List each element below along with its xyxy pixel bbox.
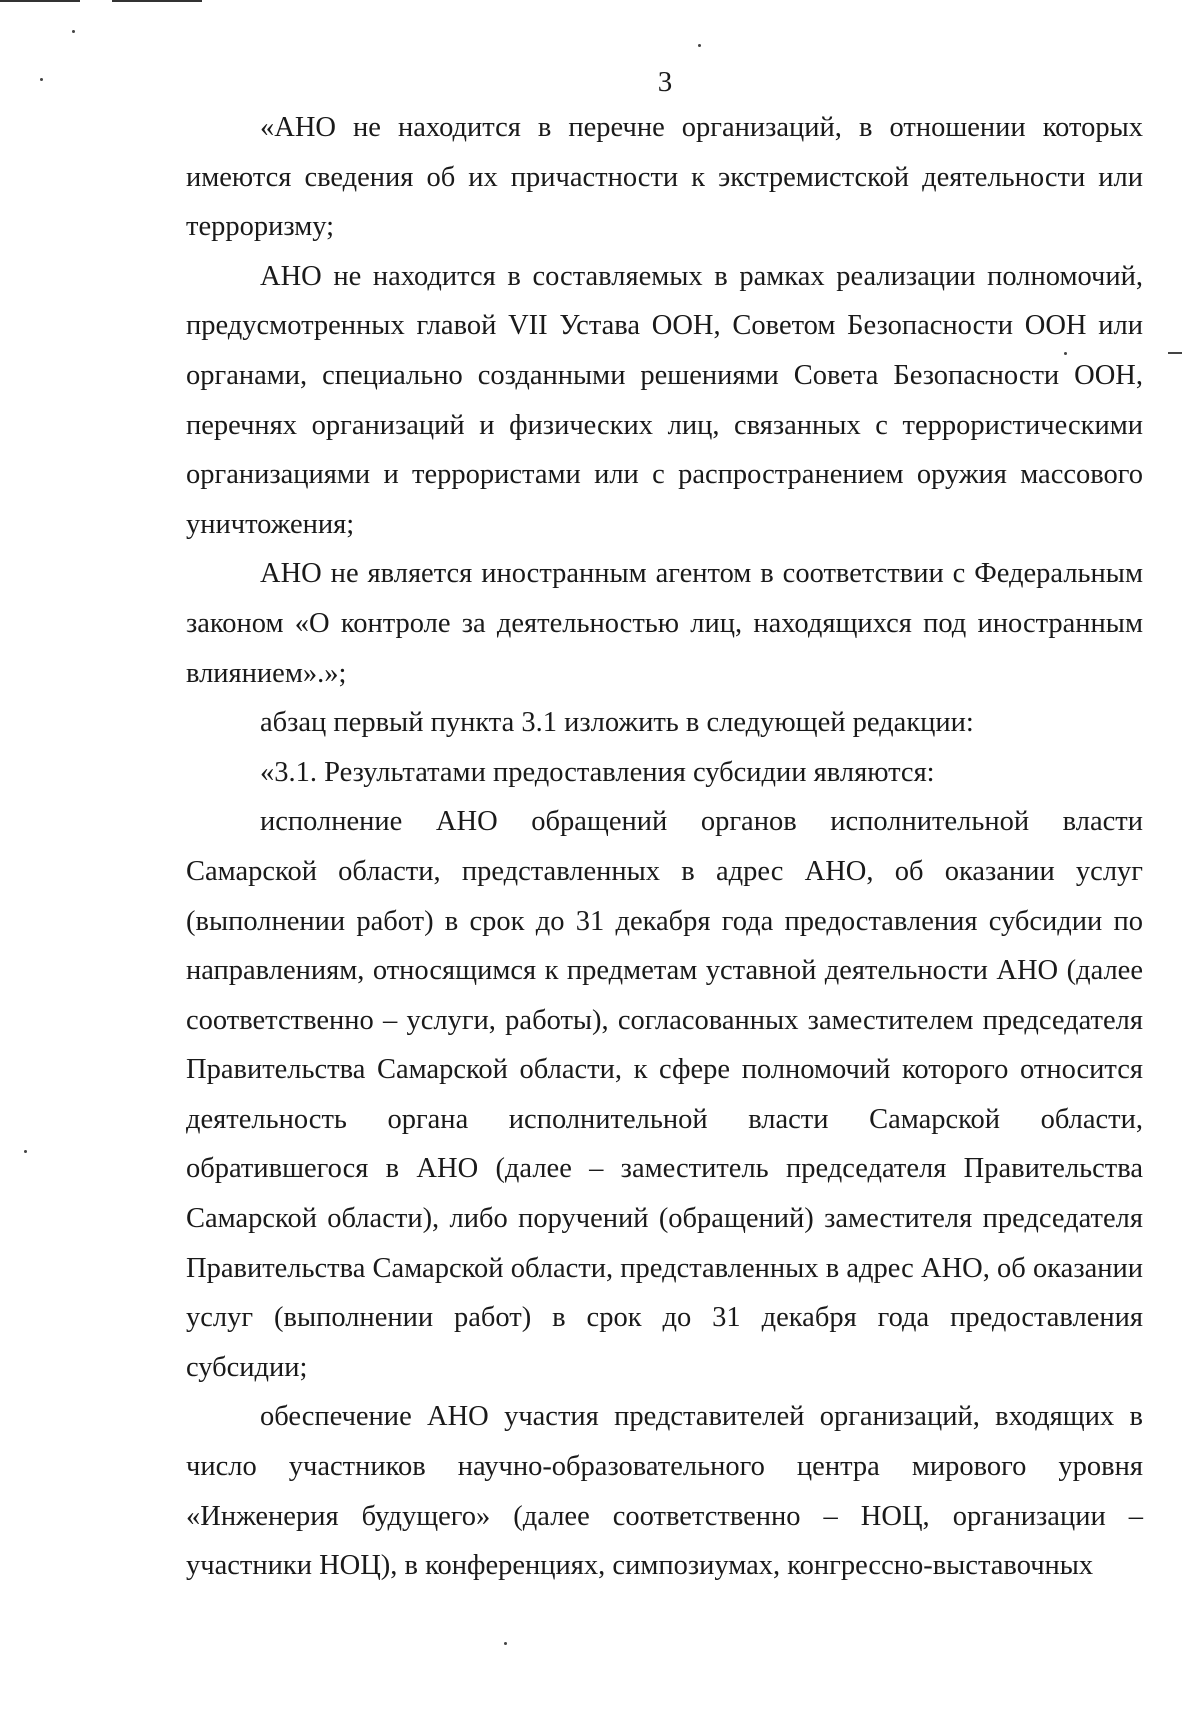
scan-speck [24, 1150, 27, 1153]
scan-speck [72, 30, 75, 33]
scan-edge-line [0, 0, 80, 2]
scan-edge-line [112, 0, 202, 2]
paragraph-results-heading: «3.1. Результатами предоставления субсидии являются: [260, 756, 935, 788]
document-body [186, 103, 1143, 1591]
paragraph-results-execution: исполнение АНО обращений органов исполнительной власти Самарской области, представленных в адрес АНО, об оказании услуг (выполнении работ) в срок до 31 декабря года предоставления субсидии по направлениям, относящимся к предметам уставной деятельности АНО (далее соответственно – услуги, работы), согласованных заместителем председателя Правительства Самарской области, к сфере полномочий которого относится деятельность органа исполнительной власти Самарской области, обратившегося в АНО (далее – заместитель председателя Правительства Самарской области), либо поручений (обращений) заместителя председателя Правительства Самарской области, представленных в адрес АНО, об оказании услуг (выполнении работ) в срок до 31 декабря года предоставления субсидии; [186, 806, 1143, 1383]
paragraph-foreign-agent: АНО не является иностранным агентом в соответствии с Федеральным законом «О контроле за деятельностью лиц, находящихся под иностранным влиянием».»; [186, 558, 1143, 689]
scan-speck [504, 1642, 507, 1645]
scan-speck [698, 44, 701, 47]
paragraph-amendment-intro: абзац первый пункта 3.1 изложить в следующей редакции: [260, 707, 974, 739]
page-number: 3 [657, 66, 673, 98]
paragraph-extremism: «АНО не находится в перечне организаций, в отношении которых имеются сведения об их причастности к экстремистской деятельности или терроризму; [186, 112, 1143, 243]
scan-speck [1168, 352, 1182, 354]
paragraph-results-participation: обеспечение АНО участия представителей организаций, входящих в число участников научно-образовательного центра мирового уровня «Инженерия будущего» (далее соответственно – НОЦ, организации – участники НОЦ), в конференциях, симпозиумах, конгрессно-выставочных [186, 1401, 1143, 1582]
paragraph-un-lists: АНО не находится в составляемых в рамках реализации полномочий, предусмотренных главой VII Устава ООН, Советом Безопасности ООН или органами, специально созданными решениями Совета Безопасности ООН, перечнях организаций и физических лиц, связанных с террористическими организациями и террористами или с распространением оружия массового уничтожения; [186, 260, 1143, 540]
